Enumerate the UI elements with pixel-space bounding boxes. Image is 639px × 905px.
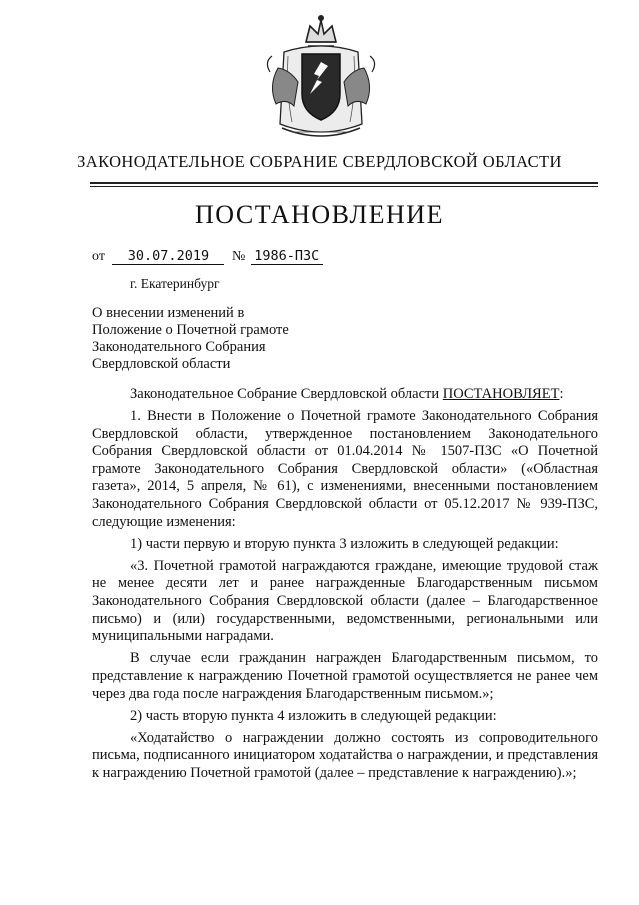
- body-paragraph: 2) часть вторую пункта 4 изложить в следующей редакции:: [130, 707, 497, 724]
- date-prefix: от: [92, 249, 105, 264]
- coat-of-arms-icon: [262, 12, 380, 144]
- document-date: 30.07.2019: [112, 248, 224, 265]
- header-divider-thick: [90, 182, 598, 184]
- body-paragraph: «Ходатайство о награждении должно состоять из сопроводительного письма, подписанного инициатором ходатайства о награждении, и представления к награждению Почетной грамотой (далее – представление к награждению).»;: [92, 729, 598, 781]
- city: г. Екатеринбург: [130, 276, 220, 291]
- subject-line: О внесении изменений в: [92, 305, 245, 321]
- body-paragraph: В случае если гражданин награжден Благодарственным письмом, то представление к награждению Почетной грамотой осуществляется не ранее чем через два года после награждения Благодарственным письмом.»;: [92, 650, 598, 702]
- body-paragraph: 1. Внести в Положение о Почетной грамоте Законодательного Собрания Свердловской области, утвержденное постановлением Законодательного Собрания Свердловской области от 01.04.2014 № 1507-ПЗС «О Почетной грамоте Законодательного Собрания Свердловской области» («Областная газета», 2014, 5 апреля, № 61), с изменениями, внесенными постановлением Законодательного Собрания Свердловской области от 05.12.2017 № 939-ПЗС, следующие изменения:: [92, 408, 598, 530]
- subject-line: Законодательного Собрания: [92, 339, 266, 355]
- date-number-line: [92, 248, 323, 265]
- number-prefix: №: [231, 249, 246, 264]
- preamble: [92, 386, 598, 404]
- document-type-title: ПОСТАНОВЛЕНИЕ: [195, 200, 444, 229]
- body-paragraph: «3. Почетной грамотой награждаются граждане, имеющие трудовой стаж не менее десяти лет и ранее награжденные Благодарственным письмом Законодательного Собрания Свердловской области (далее – Благодарственное письмо) и (или) государственными, ведомственными, региональными или муниципальными наградами.: [92, 557, 598, 645]
- subject-line: Свердловской области: [92, 356, 231, 372]
- document-subject: [92, 305, 289, 373]
- preamble-colon: :: [559, 386, 564, 402]
- subject-line: Положение о Почетной грамоте: [92, 322, 289, 338]
- document-number: 1986-ПЗС: [251, 248, 323, 265]
- body-paragraph: 1) части первую и вторую пункта 3 изложить в следующей редакции:: [130, 535, 559, 552]
- document-body: [92, 386, 598, 782]
- organization-name: ЗАКОНОДАТЕЛЬНОЕ СОБРАНИЕ СВЕРДЛОВСКОЙ ОБЛАСТИ: [77, 152, 562, 171]
- preamble-text: Законодательное Собрание Свердловской области: [130, 386, 443, 402]
- header-divider-thin: [90, 186, 598, 187]
- resolves-keyword: ПОСТАНОВЛЯЕТ: [442, 386, 560, 402]
